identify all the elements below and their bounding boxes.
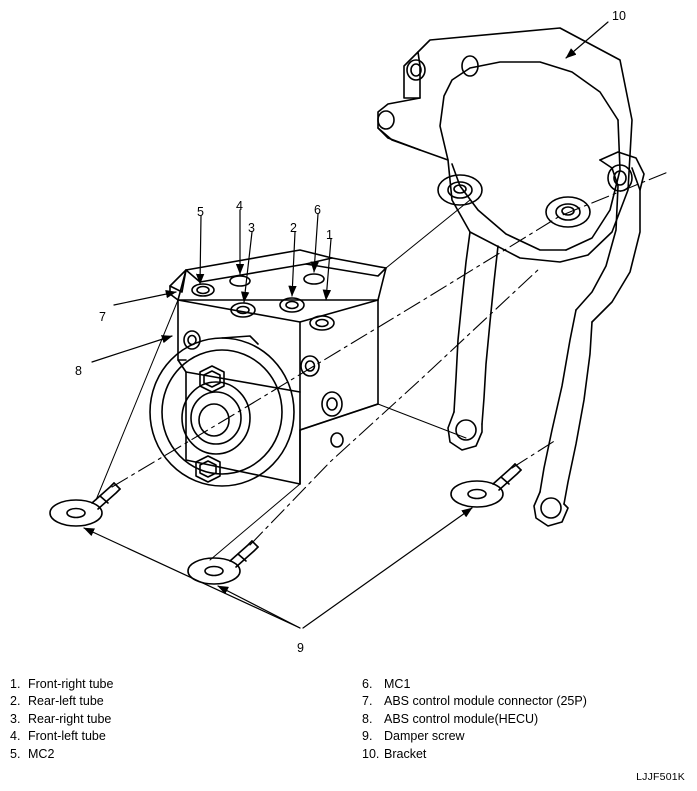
- callout-10: 10: [612, 9, 626, 23]
- callout-2: 2: [290, 221, 297, 235]
- legend-item: [362, 676, 692, 693]
- legend-item: [362, 711, 692, 728]
- assembly-axis-lines: [112, 172, 668, 545]
- callout-3: 3: [248, 221, 255, 235]
- legend-item: [10, 728, 330, 745]
- legend-item: [362, 728, 692, 745]
- legend-item: [10, 676, 330, 693]
- callout-8: 8: [75, 364, 82, 378]
- legend-item-number: 5.: [10, 746, 21, 761]
- figure-code: LJJF501K: [636, 771, 685, 783]
- damper-screw-right: [451, 464, 521, 507]
- legend-item-label: Damper screw: [384, 729, 465, 744]
- legend-item-number: 7.: [362, 694, 373, 709]
- legend-column-left: [10, 676, 330, 763]
- assembly-guide-lines: [96, 200, 470, 560]
- legend-item-label: ABS control module(HECU): [384, 711, 539, 726]
- legend-item: [10, 693, 330, 710]
- callout-6: 6: [314, 203, 321, 217]
- legend-item-number: 3.: [10, 711, 21, 726]
- legend-item-number: 2.: [10, 694, 21, 709]
- legend-item-label: Rear-left tube: [28, 694, 104, 709]
- legend-item-number: 1.: [10, 677, 21, 691]
- legend-item-number: 4.: [10, 729, 21, 744]
- legend-item: [362, 746, 692, 763]
- legend-item-label: ABS control module connector (25P): [384, 694, 587, 709]
- callout-5: 5: [197, 205, 204, 219]
- damper-screw-left: [50, 483, 120, 526]
- legend-item: [10, 711, 330, 728]
- callout-9: 9: [297, 641, 304, 655]
- legend-item-label: Front-right tube: [28, 677, 114, 691]
- legend-item-number: 10.: [362, 746, 380, 761]
- legend-item-label: Front-left tube: [28, 729, 106, 744]
- legend-column-right: [362, 676, 692, 763]
- callout-4: 4: [236, 199, 243, 213]
- callout-7: 7: [99, 310, 106, 324]
- legend-item-number: 8.: [362, 711, 373, 726]
- callout-1: 1: [326, 228, 333, 242]
- legend-item-label: MC2: [28, 746, 55, 761]
- legend: [0, 676, 697, 766]
- legend-item: [362, 693, 692, 710]
- bracket-part: [378, 28, 644, 526]
- damper-screw-center: [188, 541, 258, 584]
- legend-item-number: 6.: [362, 677, 373, 691]
- legend-item-label: Rear-right tube: [28, 711, 112, 726]
- legend-item-number: 9.: [362, 729, 373, 744]
- hecu-body-part: [150, 250, 386, 486]
- legend-item-label: Bracket: [384, 746, 427, 761]
- legend-item: [10, 746, 330, 763]
- callout-leaders: [84, 22, 608, 628]
- legend-item-label: MC1: [384, 677, 411, 691]
